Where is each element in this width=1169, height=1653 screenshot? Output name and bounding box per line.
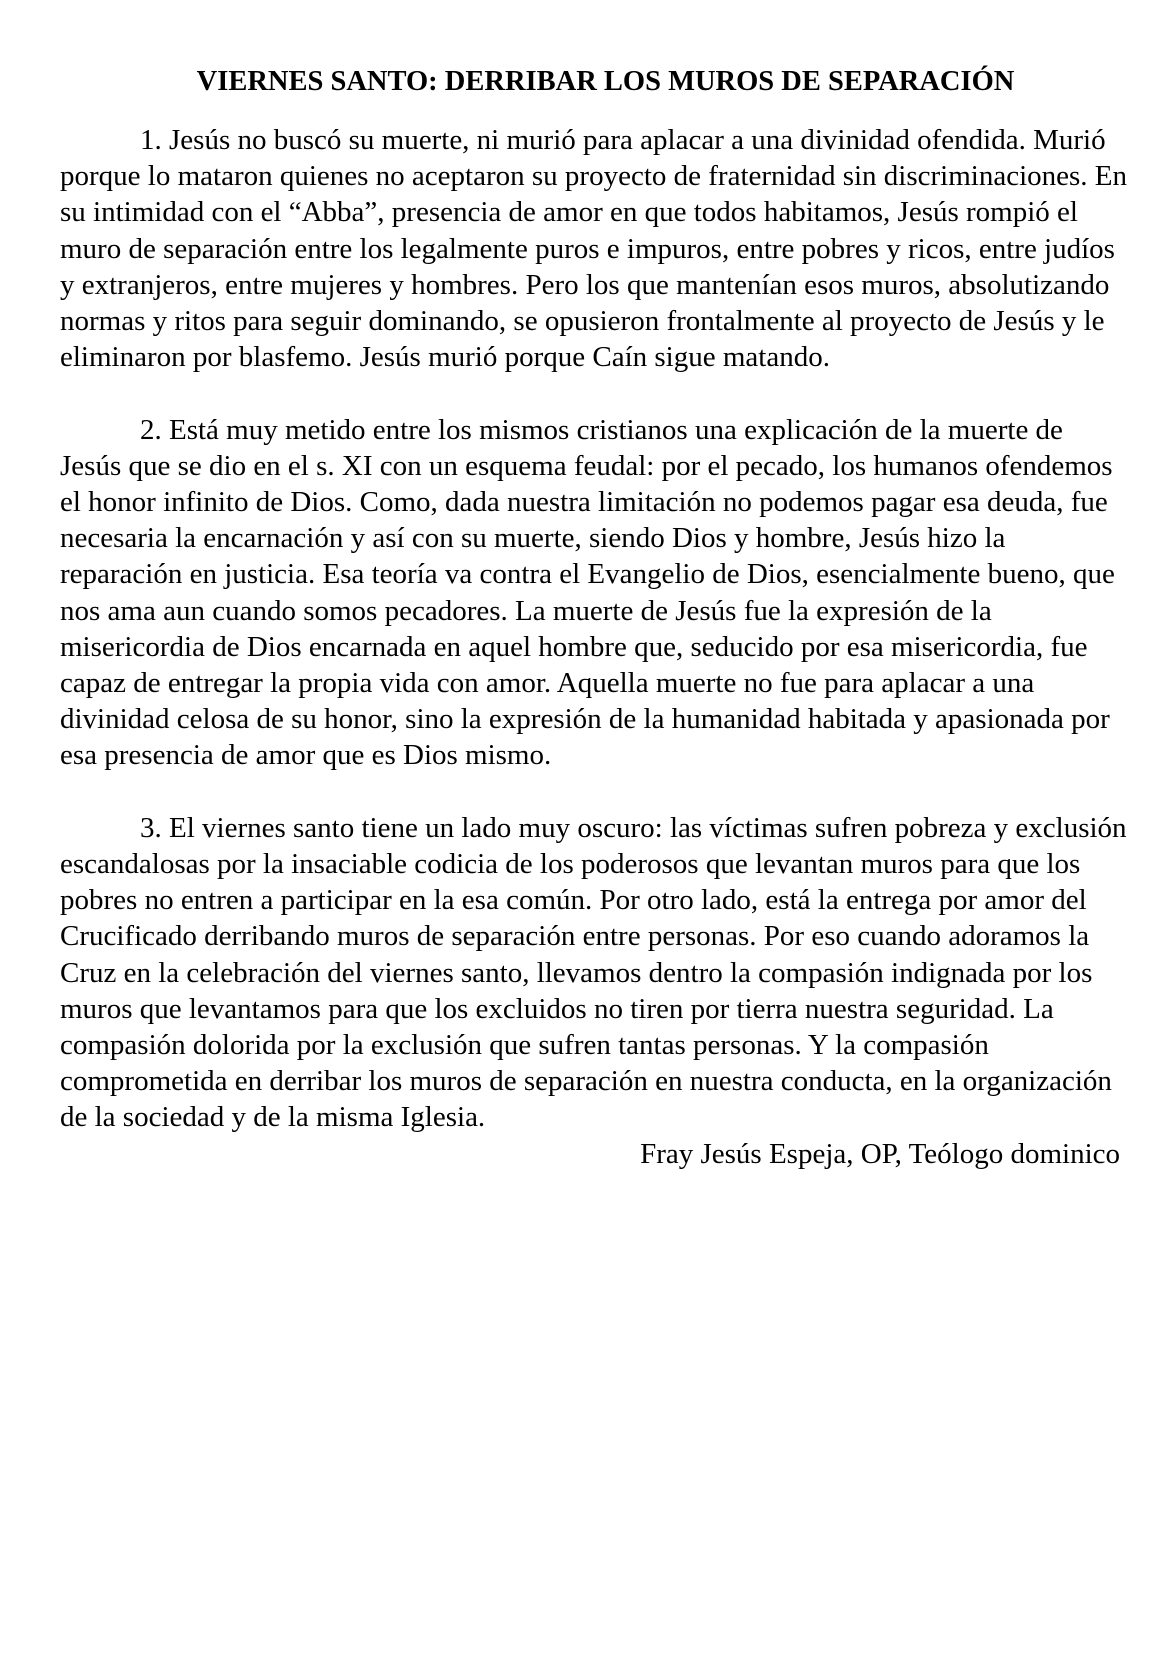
paragraph-1: 1. Jesús no buscó su muerte, ni murió para aplacar a una divinidad ofendida. Murió porque lo mataron quienes no aceptaron su proyecto de fraternidad sin discriminaciones. En su intimidad con el “Abba”, presencia de amor en que todos habitamos, Jesús rompió el muro de separación entre los legalmente puros e impuros, entre pobres y ricos, entre judíos y extranjeros, entre mujeres y hombres. Pero los que mantenían esos muros, absolutizando normas y ritos para seguir dominando, se opusieron frontalmente al proyecto de Jesús y le eliminaron por blasfemo. Jesús murió porque Caín sigue matando. [60, 124, 1128, 374]
paragraph-3: 3. El viernes santo tiene un lado muy oscuro: las víctimas sufren pobreza y exclusión escandalosas por la insaciable codicia de los poderosos que levantan muros para que los pobres no entren a participar en la esa común. Por otro lado, está la entrega por amor del Crucificado derribando muros de separación entre personas. Por eso cuando adoramos la Cruz en la celebración del viernes santo, llevamos dentro la compasión indignada por los muros que levantamos para que los excluidos no tiren por tierra nuestra seguridad. La compasión dolorida por la exclusión que sufren tantas personas. Y la compasión comprometida en derribar los muros de separación en nuestra conducta, en la organización de la sociedad y de la misma Iglesia. [60, 811, 1127, 1134]
document-body [60, 122, 1130, 1172]
paragraph-2: 2. Está muy metido entre los mismos cristianos una explicación de la muerte de Jesús que se dio en el s. XI con un esquema feudal: por el pecado, los humanos ofendemos el honor infinito de Dios. Como, dada nuestra limitación no podemos pagar esa deuda, fue necesaria la encarnación y así con su muerte, siendo Dios y hombre, Jesús hizo la reparación en justicia. Esa teoría va contra el Evangelio de Dios, esencialmente bueno, que nos ama aun cuando somos pecadores. La muerte de Jesús fue la expresión de la misericordia de Dios encarnada en aquel hombre que, seducido por esa misericordia, fue capaz de entregar la propia vida con amor. Aquella muerte no fue para aplacar a una divinidad celosa de su honor, sino la expresión de la humanidad habitada y apasionada por esa presencia de amor que es Dios mismo. [60, 413, 1115, 772]
document-title: VIERNES SANTO: DERRIBAR LOS MUROS DE SEPARACIÓN [196, 66, 1015, 97]
author-signature: Fray Jesús Espeja, OP, Teólogo dominico [640, 1137, 1120, 1170]
